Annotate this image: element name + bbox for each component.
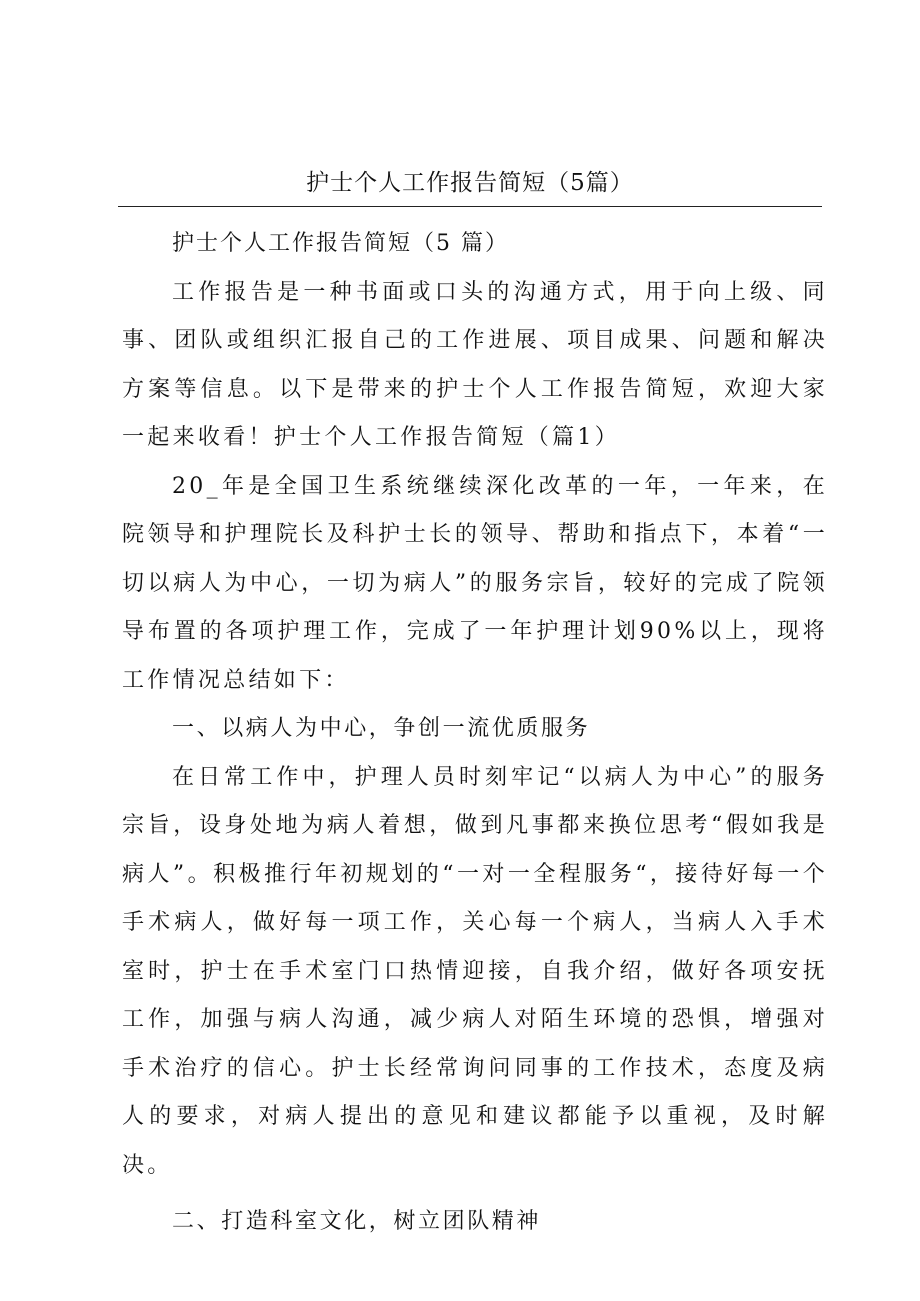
intro-paragraph: 工作报告是一种书面或口头的沟通方式，用于向上级、同事、团队或组织汇报自己的工作进展、项目成果、问题和解决方案等信息。以下是带来的护士个人工作报告简短，欢迎大家一起来收看！护士个人工作报告简短（篇1） (122, 279, 828, 450)
section-1-paragraph: 在日常工作中，护理人员时刻牢记“以病人为中心”的服务宗旨，设身处地为病人着想，做到凡事都来换位思考“假如我是病人”。积极推行年初规划的“一对一全程服务“，接待好每一个手术病人，做好每一项工作，关心每一个病人，当病人入手术室时，护士在手术室门口热情迎接，自我介绍，做好各项安抚工作，加强与病人沟通，减少病人对陌生环境的恐惧，增强对手术治疗的信心。护士长经常询问同事的工作技术，态度及病人的要求，对病人提出的意见和建议都能予以重视，及时解决。 (122, 764, 828, 1178)
document-title: 护士个人工作报告简短（5篇） (306, 170, 634, 196)
section-heading-2: 二、打造科室文化，树立团队精神 (172, 1209, 542, 1234)
page-header (118, 168, 822, 207)
document-body (122, 220, 828, 1247)
overview-paragraph: 20_年是全国卫生系统继续深化改革的一年，一年来，在院领导和护理院长及科护士长的领导、帮助和指点下，本着“一切以病人为中心，一切为病人”的服务宗旨，较好的完成了院领导布置的各项护理工作，完成了一年护理计划90%以上，现将工作情况总结如下： (122, 473, 828, 693)
document-subtitle: 护士个人工作报告简短（5 篇） (172, 231, 509, 256)
section-heading-1: 一、以病人为中心，争创一流优质服务 (172, 716, 591, 741)
